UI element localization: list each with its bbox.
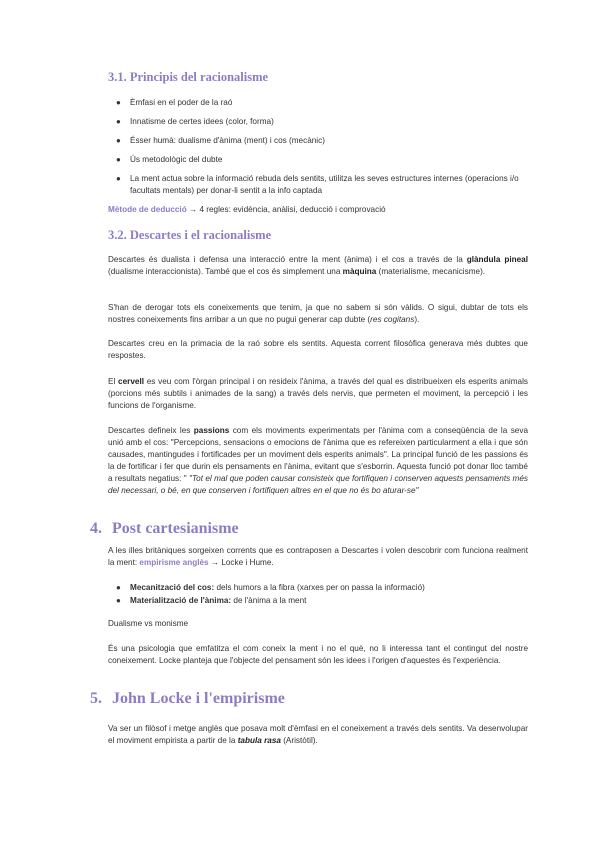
list-item: ● La ment actua sobre la informació rebuda dels sentits, utilitza les seves estructures internes (operacions i/o facultats mentals) per donar-li sentit a la info captada <box>116 174 519 195</box>
bullet-icon: ● <box>116 98 121 107</box>
section-5-heading: 5. John Locke i l'empirisme <box>90 690 285 707</box>
paragraph: Descartes defineix les passions com els moviments experimentats per l'ànima com a conseqüència de la seva unió amb el cos: "Percepcions, sensacions o emocions de l'ànima que es refereixen particularment a ella i que són causades, mantingudes i fortificades per un moviment dels esperits animals". La principal funció de les passions és la de fortificar i fer que durin els pensaments en l'ànima, evitant que s'esborrin. Aquesta funció pot donar lloc també a resultats negatius: " "Tot el mal que poden causar consisteix que fortifiquen i conserven aquests pensaments més del necessari, o bé, en que conserven i fortifiquen altres en el que no és bo aturar-se" <box>108 426 529 495</box>
principles-list <box>108 97 528 197</box>
bullet-icon: ● <box>116 174 121 183</box>
paragraph: Va ser un filòsof i metge anglès que posava molt d'èmfasi en el coneixement a través dels sentits. Va desenvolupar el moviment empirista a partir de la tabula rasa (Aristòtil). <box>108 724 528 745</box>
list-item: ● Ús metodològic del dubte <box>116 155 223 164</box>
paragraph: Descartes creu en la primacia de la raó sobre els sentits. Aquesta corrent filosòfica generava més dubtes que respostes. <box>108 339 528 360</box>
paragraph: És una psicologia que emfatitza el com coneix la ment i no el què, no li interessa tant el contingut del nostre coneixement. Locke planteja que l'objecte del pensament són les idees i l'origen d'aquestes és l'experiència. <box>108 644 528 665</box>
paragraph: S'han de derogar tots els coneixements que tenim, ja que no sabem si són vàlids. O sigui, dubtar de tots els nostres coneixements fins arribar a un que no pugui generar cap dubte (res cogitans). <box>108 303 528 324</box>
paragraph: El cervell es veu com l'òrgan principal i on resideix l'ànima, a través del qual es distribueixen els esperits animals (porcions més subtils i animades de la sang) a través dels nervis, que permeten el moviment, la percepció i les funcions de l'organisme. <box>108 377 529 410</box>
bullet-icon: ● <box>116 136 121 145</box>
list-item: ● Ésser humà: dualisme d'ànima (ment) i cos (mecànic) <box>116 136 325 145</box>
bullet-icon: ● <box>116 583 121 592</box>
section-3-2-heading: 3.2. Descartes i el racionalisme <box>108 228 272 242</box>
list-item: ● Èmfasi en el poder de la raó <box>116 98 233 107</box>
list-item: ● Mecanització del cos: dels humors a la fibra (xarxes per on passa la informació) <box>116 583 425 592</box>
deduction-method: Mètode de deducció → 4 regles: evidència, anàlisi, deducció i comprovació <box>108 205 386 214</box>
bullet-icon: ● <box>116 117 121 126</box>
list-item: ● Innatisme de certes idees (color, forma) <box>116 117 274 126</box>
bullet-icon: ● <box>116 155 121 164</box>
section-3-1-heading: 3.1. Principis del racionalisme <box>108 70 269 84</box>
method-label: Mètode de deducció <box>108 205 187 214</box>
empiricism-list <box>108 582 528 607</box>
paragraph: A les illes britàniques sorgeixen corrents que es contraposen a Descartes i volen descobrir com funciona realment la ment: empirisme anglès → Locke i Hume. <box>108 546 528 567</box>
list-item: ● Materialització de l'ànima: de l'ànima a la ment <box>116 596 307 605</box>
section-4-heading: 4. Post cartesianisme <box>90 520 239 537</box>
paragraph: Dualisme vs monisme <box>108 619 189 628</box>
bullet-icon: ● <box>116 596 121 605</box>
paragraph: Descartes és dualista i defensa una interacció entre la ment (ànima) i el cos a través de la glàndula pineal (dualisme interaccionista). També que el cos és simplement una màquina (materialisme, mecanicisme). <box>108 255 528 276</box>
